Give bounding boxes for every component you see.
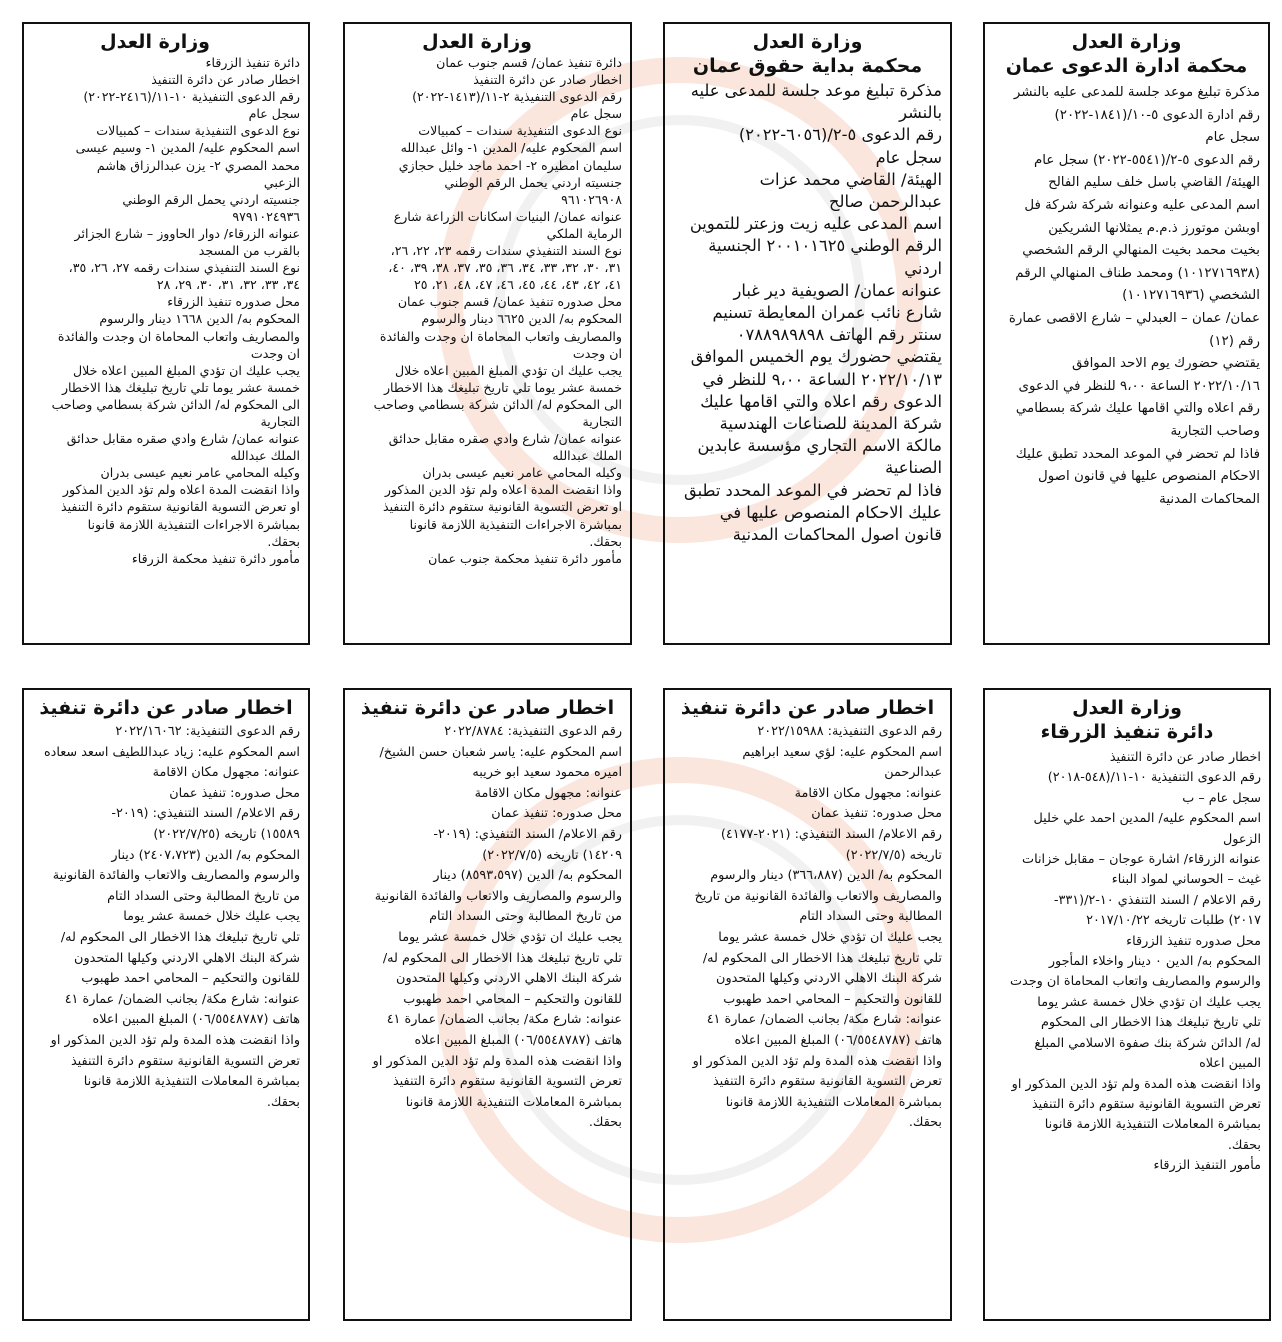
notice-line: المحكوم به/ الدين (٣٦٦،٨٨٧) دينار والرسوم xyxy=(710,868,942,884)
notice-line: بحقك. xyxy=(589,533,622,549)
notice-line: محل صدوره تنفيذ عمان/ قسم جنوب عمان xyxy=(397,294,622,310)
notice-line: المحكوم به/ الدين ١٦٦٨ دينار والرسوم xyxy=(99,311,300,327)
notice-signature: مأمور التنفيذ الزرقاء xyxy=(1153,1158,1261,1174)
notice-line: يجب عليك ان تؤدي خلال خمسة عشر يوما xyxy=(1037,994,1261,1010)
notice-line: سليمان امطيره ٢- احمد ماجد خليل حجازي xyxy=(398,157,622,173)
notice-line: اسم المدعى عليه زيت وزعتر للتموين xyxy=(689,214,942,234)
notice-line: التجارية xyxy=(260,413,300,429)
notice-box-execution-15988 xyxy=(663,688,952,1321)
notice-line: عنوانه عمان/ البنيات اسكانات الزراعة شارع xyxy=(393,208,622,224)
notice-line: والمصاريف والاتعاب والفائدة القانونية من تاريخ xyxy=(694,888,942,904)
notice-line: اسم المحكوم عليه: زياد عبداللطيف اسعد سعاده xyxy=(43,744,300,760)
notice-line: للقانون والتحكيم – المحامي احمد طهبوب xyxy=(723,991,942,1007)
notice-line: من تاريخ المطالبة وحتى السداد التام xyxy=(429,909,622,925)
notice-line: الهيئة/ القاضي محمد عزات xyxy=(759,169,942,189)
notice-line: فاذا لم تحضر في الموعد المحدد تطبق عليك xyxy=(1015,446,1260,462)
notice-line: نوع السند التنفيذي سندات رقمه ٢٣، ٢٢، ٢٦، xyxy=(390,243,622,259)
notice-line: الرقم الوطني ٢٠٠١٠١٦٢٥ الجنسية xyxy=(708,236,942,256)
notice-line: تعرض التسوية القانونية ستقوم دائرة التنفيذ xyxy=(712,1074,942,1090)
notice-line: ان وجدت xyxy=(250,345,300,361)
notice-line: بحقك. xyxy=(266,1094,300,1110)
notice-line: او تعرض التسوية القانونية ستقوم دائرة التنفيذ xyxy=(382,499,622,515)
notice-line: للقانون والتحكيم – المحامي احمد طهبوب xyxy=(81,971,300,987)
notice-box-zarqa-execution-eviction xyxy=(983,688,1271,1321)
notice-line: محل صدوره تنفيذ الزرقاء xyxy=(167,294,300,310)
notice-line: المحكوم به/ الدين (٢٤٠٧،٧٢٣) دينار xyxy=(111,847,300,863)
notice-line: بمباشرة الاجراءات التنفيذية اللازمة قانونا xyxy=(87,516,300,532)
notice-line: ٢٠٢٢/١٠/١٣ الساعة ٩،٠٠ للنظر في xyxy=(702,369,942,389)
notice-line: وصاحب التجارية xyxy=(1170,423,1260,439)
notice-line: دائرة تنفيذ عمان/ قسم جنوب عمان xyxy=(436,55,622,70)
notice-line: المبين اعلاه xyxy=(1199,1056,1261,1072)
notice-line: المحكوم به/ الدين ٦٦٢٥ دينار والرسوم xyxy=(421,311,622,327)
notice-line: والمصاريف واتعاب المحاماة ان وجدت والفائدة xyxy=(379,328,622,344)
notice-ministry-heading: وزارة العدل xyxy=(422,31,532,53)
notice-line: بمباشرة المعاملات التنفيذية اللازمة قانونا xyxy=(83,1074,300,1090)
notice-line: نوع الدعوى التنفيذية سندات – كمبيالات xyxy=(418,123,622,139)
notice-line: رقم (١٢) xyxy=(1209,333,1260,349)
notice-line: عنوانه عمان/ الصويفية دير غبار xyxy=(733,280,942,300)
notice-line: اخطار صادر عن دائرة التنفيذ xyxy=(1109,750,1261,765)
notice-line: وكيله المحامي عامر نعيم عيسى بدران xyxy=(100,465,300,481)
notice-line: ٩٧٩١٠٢٤٩٣٦ xyxy=(232,208,300,224)
notice-line: ٣١، ٣٠، ٣٢، ٣٣، ٣٤، ٣٦، ٣٥، ٣٧، ٣٨، ٣٩، ٤٠، xyxy=(388,260,622,276)
notice-line: محل صدوره: تنفيذ عمان xyxy=(811,806,942,822)
notice-line: ان وجدت xyxy=(572,345,622,361)
notice-line: بالقرب من المسجد xyxy=(198,243,300,259)
notice-line: خمسة عشر يوما تلي تاريخ تبليغك هذا الاخطار xyxy=(383,379,622,395)
notice-line: سجل عام – ب xyxy=(1182,790,1261,806)
notice-line: يقتضي حضورك يوم الخميس الموافق xyxy=(690,347,942,367)
notice-line: رقم ادارة الدعوى ٥-١٠/(١٨٤١-٢٠٢٢) xyxy=(1054,107,1260,123)
notice-line: اردني xyxy=(904,258,942,278)
notice-heading: اخطار صادر عن دائرة تنفيذ xyxy=(39,697,293,719)
notice-line: شركة البنك الاهلي الاردني وكيلها المتحدون xyxy=(716,971,942,987)
notice-line: الى المحكوم له/ الدائن شركة بسطامي وصاحب xyxy=(373,396,622,412)
notice-line: عنوانه الزرقاء/ اشارة عوجان – مقابل خزانات xyxy=(1022,852,1261,868)
notice-line: ٣٤، ٣٣، ٣٢، ٣١، ٣٠، ٢٩، ٢٨ xyxy=(156,277,300,293)
notice-line: سجل عام xyxy=(570,106,622,122)
notice-line: نوع الدعوى التنفيذية سندات – كمبيالات xyxy=(96,123,300,139)
notice-line: عنوانه: مجهول مكان الاقامة xyxy=(474,785,622,801)
notice-line: محل صدوره: تنفيذ عمان xyxy=(491,806,622,822)
notice-line: شارع نائب عمران المعايطة تسنيم xyxy=(712,303,942,323)
notice-line: والرسوم والمصاريف والاتعاب والفائدة القانونية xyxy=(52,868,300,884)
notice-line: قانون اصول المحاكمات المدنية xyxy=(732,525,942,545)
notice-line: تعرض التسوية القانونية ستقوم دائرة التنفيذ xyxy=(392,1074,622,1090)
notice-line: تلي تاريخ تبليغك هذا الاخطار الى المحكوم له/ xyxy=(382,950,622,966)
notice-line: محل صدوره: تنفيذ عمان xyxy=(169,785,300,801)
notice-line: التجارية xyxy=(582,413,622,429)
notice-line: المحاكمات المدنية xyxy=(1159,491,1260,507)
notice-line: واذا انقضت المدة اعلاه ولم تؤد الدين المذكور xyxy=(384,482,622,498)
notice-line: بمباشرة المعاملات التنفيذية اللازمة قانونا xyxy=(725,1094,942,1110)
notice-line: اسم المحكوم عليه/ المدين احمد علي خليل xyxy=(1033,811,1261,827)
notice-line: تلي تاريخ تبليغك هذا الاخطار الى المحكوم له/ xyxy=(702,950,942,966)
notice-line: يجب عليك ان تؤدي خلال خمسة عشر يوما xyxy=(398,929,622,945)
notice-line: عنوانه: شارع مكة/ بجانب الضمان/ عمارة ٤١ xyxy=(706,1012,942,1028)
notice-line: مالكة الاسم التجاري مؤسسة عابدين xyxy=(697,436,942,456)
notice-line: جنسيته اردني يحمل الرقم الوطني xyxy=(122,191,300,207)
notice-line: الهيئة/ القاضي باسل خلف سليم الفالح xyxy=(1048,175,1260,191)
notice-line: سنتر رقم الهاتف ٠٧٨٨٩٨٩٨٩٨ xyxy=(736,325,942,345)
notice-line: (١٠١٢٧١٦٩٣٨) ومحمد طناف المنهالي الرقم xyxy=(1015,265,1260,281)
notice-line: خمسة عشر يوما تلي تاريخ تبليغك هذا الاخطار xyxy=(61,379,300,395)
notice-line: يجب عليك ان تؤدي المبلغ المبين اعلاه خلال xyxy=(72,362,300,378)
notice-line: الشخصي (١٠١٢٧١٦٩٣٦) xyxy=(1122,288,1260,304)
notice-line: جنسيته اردني يحمل الرقم الوطني xyxy=(444,174,622,190)
notice-line: شركة المدينة للصناعات الهندسية xyxy=(719,414,942,434)
notice-line: الرماية الملكي xyxy=(546,225,622,241)
notice-line: واذا انقضت المدة اعلاه ولم تؤد الدين المذكور xyxy=(62,482,300,498)
notice-line: او تعرض التسوية القانونية ستقوم دائرة التنفيذ xyxy=(60,499,300,515)
notice-line: رقم الدعوى التنفيذية: ٢٠٢٢/٨٧٨٤ xyxy=(444,724,622,739)
notice-line: مذكرة تبليغ موعد جلسة للمدعى عليه xyxy=(690,81,942,100)
notice-line: الزعول xyxy=(1222,831,1261,847)
notice-line: من تاريخ المطالبة وحتى السداد التام xyxy=(107,888,300,904)
notice-line: رقم الدعوى ٥-٢/(٥٥٤١-٢٠٢٢) سجل عام xyxy=(1033,152,1260,168)
notice-line: واذا انقضت هذه المدة ولم تؤد الدين المذكور او xyxy=(692,1053,942,1069)
notice-line: الدعوى رقم اعلاه والتي اقامها عليك xyxy=(700,391,942,411)
notice-line: تاريخه (٢٠٢٢/٧/٥) xyxy=(845,847,942,863)
notice-line: رقم الدعوى التنفيذية ٢-١١/(١٤١٣-٢٠٢٢) xyxy=(412,89,622,105)
notice-heading: اخطار صادر عن دائرة تنفيذ xyxy=(360,697,615,719)
notice-line: رقم الاعلام/ السند التنفيذي: (٢٠٢١-٤١٧٧) xyxy=(720,826,942,842)
notice-line: يقتضي حضورك يوم الاحد الموافق xyxy=(1072,356,1260,372)
notice-line: وكيله المحامي عامر نعيم عيسى بدران xyxy=(422,465,622,481)
notice-line: واذا انقضت هذه المدة ولم تؤد الدين المذكور او xyxy=(1011,1076,1261,1092)
notice-line: بحقك. xyxy=(908,1115,942,1131)
notice-line: ١٤٢٠٩) تاريخه (٢٠٢٢/٧/٥) xyxy=(482,847,622,863)
notice-line: بحقك. xyxy=(267,533,300,549)
notice-line: اخطار صادر عن دائرة التنفيذ xyxy=(151,72,300,88)
notice-court-heading: محكمة ادارة الدعوى عمان xyxy=(1005,55,1248,77)
notice-line: اسم المحكوم عليه: لؤي سعيد ابراهيم xyxy=(742,744,942,760)
notice-line: رقم الاعلام / السند التنفذي ١٠-٢/(٣٣١- xyxy=(1053,892,1261,908)
notice-line: بالنشر xyxy=(899,103,942,123)
notice-line: والرسوم والمصاريف والاتعاب والفائدة القانونية xyxy=(374,888,622,904)
notice-line: شركة البنك الاهلي الاردني وكيلها المتحدون xyxy=(396,971,622,987)
notice-line: اسم المحكوم عليه/ المدين ١- وسيم عيسى xyxy=(75,140,300,156)
notice-line: والرسوم والمصاريف واتعاب المحاماة ان وجدت xyxy=(1009,974,1261,990)
notice-line: الى المحكوم له/ الدائن شركة بسطامي وصاحب xyxy=(51,396,300,412)
notice-line: ١٥٥٨٩) تاريخه (٢٠٢٢/٧/٢٥) xyxy=(153,826,300,842)
notice-line: الزعبي xyxy=(263,174,300,190)
notice-box-court-case-management xyxy=(983,22,1270,645)
notice-line: اسم المدعى عليه وعنوانه شركة شركة فل xyxy=(1024,197,1260,213)
notice-line: رقم الدعوى التنفيذية ١٠-١١/(٢٤١٦-٢٠٢٢) xyxy=(83,89,300,105)
notice-line: بمباشرة الاجراءات التنفيذية اللازمة قانونا xyxy=(409,516,622,532)
notice-line: رقم اعلاه والتي اقامها عليك شركة بسطامي xyxy=(1015,401,1260,417)
notice-line: عنوانه: شارع مكة/ بجانب الضمان/ عمارة ٤١ xyxy=(386,1012,622,1028)
notice-line: نوع السند التنفيذي سندات رقمه ٢٧، ٢٦، ٣٥، xyxy=(68,260,300,276)
notice-box-amman-south-execution xyxy=(343,22,632,645)
notice-line: ٢٠١٧) طلبات تاريخه ٢٠١٧/١٠/٢٢ xyxy=(1086,913,1261,929)
notice-line: واذا انقضت هذه المدة ولم تؤد الدين المذكور او xyxy=(372,1053,622,1069)
notice-ministry-heading: وزارة العدل xyxy=(1072,697,1182,719)
notice-line: بخيت محمد بخيت المنهالي الرقم الشخصي xyxy=(1022,243,1260,259)
notice-line: الملك عبدالله xyxy=(552,448,622,464)
notice-line: شركة البنك الاهلي الاردني وكيلها المتحدون xyxy=(74,950,300,966)
notice-ministry-heading: وزارة العدل xyxy=(1071,31,1182,53)
notice-line: محل صدوره تنفيذ الزرقاء xyxy=(1126,933,1261,949)
notice-line: تعرض التسوية القانونية ستقوم دائرة التنفيذ xyxy=(1031,1096,1261,1112)
notice-line: واذا انقضت هذه المدة ولم تؤد الدين المذكور او xyxy=(50,1032,300,1048)
notice-line: عنوانه: شارع مكة/ بجانب الضمان/ عمارة ٤١ xyxy=(64,991,300,1007)
notice-line: هاتف (٠٦/٥٥٤٨٧٨٧) المبلغ المبين اعلاه xyxy=(92,1012,300,1028)
notice-line: ٩٦١٠٢٦٩٠٨ xyxy=(561,191,622,207)
notice-line: والمصاريف واتعاب المحاماة ان وجدت والفائدة xyxy=(57,328,300,344)
notice-line: عنوانه: مجهول مكان الاقامة xyxy=(794,785,942,801)
notice-line: سجل عام xyxy=(1205,130,1260,146)
notice-line: عبدالرحمن xyxy=(884,765,942,781)
notice-line: بمباشرة المعاملات التنفيذية اللازمة قانونا xyxy=(405,1094,622,1110)
notice-line: عليك الاحكام المنصوص عليها في xyxy=(719,502,942,522)
notice-signature: مأمور دائرة تنفيذ محكمة الزرقاء xyxy=(131,550,300,566)
notice-line: عمان/ عمان – العبدلي – شارع الاقصى عمارة xyxy=(1008,310,1260,326)
notice-line: تلي تاريخ تبليغك هذا الاخطار الى المحكوم xyxy=(1040,1015,1261,1031)
notice-court-heading: دائرة تنفيذ الزرقاء xyxy=(1040,721,1214,743)
notice-line: سجل عام xyxy=(248,106,300,122)
notice-line: هاتف (٠٦/٥٥٤٨٧٨٧) المبلغ المبين اعلاه xyxy=(414,1032,622,1048)
notice-line: دائرة تنفيذ الزرقاء xyxy=(205,55,300,70)
notice-line: تلي تاريخ تبليغك هذا الاخطار الى المحكوم له/ xyxy=(60,929,300,945)
notice-line: فاذا لم تحضر في الموعد المحدد تطبق xyxy=(683,480,942,500)
notice-box-execution-16062 xyxy=(22,688,310,1321)
notice-line: يجب عليك ان تؤدي المبلغ المبين اعلاه خلال xyxy=(394,362,622,378)
notice-ministry-heading: وزارة العدل xyxy=(752,31,863,53)
notice-line: تعرض التسوية القانونية ستقوم دائرة التنفيذ xyxy=(70,1053,300,1069)
notice-line: بحقك. xyxy=(588,1115,622,1131)
notice-line: للقانون والتحكيم – المحامي احمد طهبوب xyxy=(403,991,622,1007)
notice-line: رقم الدعوى التنفيذية ١٠-١١/(٥٤٨-٢٠١٨) xyxy=(1047,770,1261,786)
notice-ministry-heading: وزارة العدل xyxy=(100,31,210,53)
notice-box-zarqa-execution xyxy=(22,22,310,645)
notice-line: رقم الاعلام/ السند التنفيذي: (٢٠١٩- xyxy=(433,826,622,842)
notice-line: ٢٠٢٢/١٠/١٦ الساعة ٩،٠٠ للنظر في الدعوى xyxy=(1018,378,1260,394)
notice-line: المطالبة وحتى السداد التام xyxy=(799,909,942,925)
notice-line: رقم الدعوى ٥-٢/(٦٠٥٦-٢٠٢٢) xyxy=(738,125,942,145)
notice-line: ٤١، ٤٢، ٤٣، ٤٤، ٤٥، ٤٦، ٤٧، ٤٨، ٢١، ٢٥ xyxy=(413,277,622,293)
notice-line: الملك عبدالله xyxy=(230,448,300,464)
notice-line: اسم المحكوم عليه/ المدين ١- وائل عبدالله xyxy=(400,140,622,156)
notice-line: يجب عليك خلال خمسة عشر يوما xyxy=(123,909,300,925)
notice-box-court-first-instance xyxy=(663,22,952,645)
notice-court-heading: محكمة بداية حقوق عمان xyxy=(692,55,923,77)
notice-line: عنوانه الزرقاء/ دوار الحاووز – شارع الجزائر xyxy=(74,225,300,241)
notice-line: عنوانه: مجهول مكان الاقامة xyxy=(152,765,300,781)
notice-line: الاحكام المنصوص عليها في قانون اصول xyxy=(1038,469,1260,485)
notice-line: عنوانه عمان/ شارع وادي صقره مقابل حدائق xyxy=(66,431,300,447)
notice-line: عنوانه عمان/ شارع وادي صقره مقابل حدائق xyxy=(388,431,622,447)
notice-heading: اخطار صادر عن دائرة تنفيذ xyxy=(680,697,935,719)
notice-line: اوبشن موتورز ذ.م.م يمثلانها الشريكين xyxy=(1048,220,1260,236)
notice-line: رقم الدعوى التنفيذية: ٢٠٢٢/١٦٠٦٢ xyxy=(115,724,300,739)
notice-line: اميره محمود سعيد ابو خريبه xyxy=(472,765,622,781)
notice-line: رقم الاعلام/ السند التنفيذي: (٢٠١٩- xyxy=(111,806,300,822)
notice-signature: مأمور دائرة تنفيذ محكمة جنوب عمان xyxy=(428,550,622,566)
notice-line: سجل عام xyxy=(875,147,942,167)
notice-line: محمد المصري ٢- يزن عبدالرزاق هاشم xyxy=(96,157,300,173)
notice-line: غيث – الحوساني لمواد البناء xyxy=(1111,872,1261,888)
notice-line: المحكوم به/ الدين (٨٥٩٣،٥٩٧) دينار xyxy=(433,868,622,884)
notice-line: الصناعية xyxy=(885,458,942,478)
notice-line: هاتف (٠٦/٥٥٤٨٧٨٧) المبلغ المبين اعلاه xyxy=(734,1032,942,1048)
notice-line: بحقك. xyxy=(1227,1137,1261,1153)
notice-line: اسم المحكوم عليه: ياسر شعبان حسن الشيخ/ xyxy=(379,744,622,760)
notice-line: المحكوم به/ الدين ٠ دينار واخلاء المأجور xyxy=(1048,954,1261,970)
notice-line: اخطار صادر عن دائرة التنفيذ xyxy=(473,72,622,88)
notice-line: له/ الدائن شركة بنك صفوة الاسلامي المبلغ xyxy=(1034,1035,1261,1051)
notice-line: بمباشرة المعاملات التنفيذية اللازمة قانونا xyxy=(1044,1117,1261,1133)
notice-line: يجب عليك ان تؤدي خلال خمسة عشر يوما xyxy=(718,929,942,945)
notice-line: عبدالرحمن صالح xyxy=(829,192,942,212)
notice-line: مذكرة تبليغ موعد جلسة للمدعى عليه بالنشر xyxy=(1013,85,1260,100)
notice-line: رقم الدعوى التنفيذية: ٢٠٢٢/١٥٩٨٨ xyxy=(757,724,942,739)
notice-box-execution-8784 xyxy=(343,688,632,1321)
